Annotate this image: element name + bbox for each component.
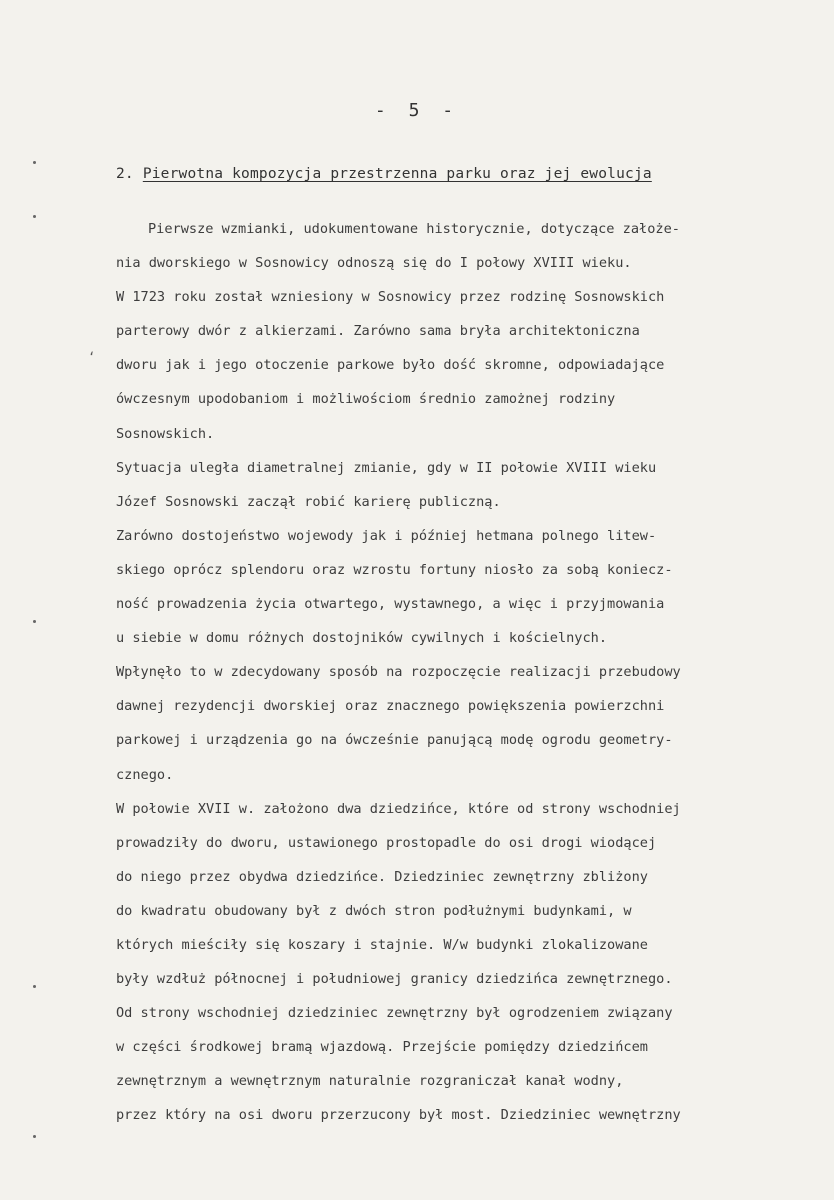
- body-text: [116, 218, 828, 1139]
- text-line: Józef Sosnowski zaczął robić karierę publiczną.: [116, 493, 501, 510]
- margin-dot: [33, 161, 36, 164]
- text-line: Sosnowskich.: [116, 425, 215, 442]
- text-line: nia dworskiego w Sosnowicy odnoszą się do I połowy XVIII wieku.: [116, 255, 632, 272]
- text-line: W połowie XVII w. założono dwa dziedzińce, które od strony wschodniej: [116, 800, 681, 817]
- text-line: Wpłynęło to w zdecydowany sposób na rozpoczęcie realizacji przebudowy: [116, 664, 681, 681]
- text-line: Od strony wschodniej dziedziniec zewnętrzny był ogrodzeniem związany: [116, 1005, 673, 1022]
- text-line: do niego przez obydwa dziedzińce. Dziedziniec zewnętrzny zbliżony: [116, 868, 648, 885]
- margin-dot: [33, 985, 36, 988]
- text-line: ówczesnym upodobaniom i możliwościom średnio zamożnej rodziny: [116, 391, 616, 408]
- text-line: parkowej i urządzenia go na ówcześnie panującą modę ogrodu geometry-: [116, 732, 673, 749]
- text-line: Sytuacja uległa diametralnej zmianie, gdy w II połowie XVIII wieku: [116, 459, 657, 476]
- text-line: ność prowadzenia życia otwartego, wystawnego, a więc i przyjmowania: [116, 596, 665, 613]
- text-line: skiego oprócz splendoru oraz wzrostu fortuny niosło za sobą koniecz-: [116, 561, 673, 578]
- text-line: do kwadratu obudowany był z dwóch stron podłużnymi budynkami, w: [116, 902, 632, 919]
- page-number: - 5 -: [374, 100, 460, 121]
- text-line: prowadziły do dworu, ustawionego prostopadle do osi drogi wiodącej: [116, 834, 657, 851]
- text-line: W 1723 roku został wzniesiony w Sosnowicy przez rodzinę Sosnowskich: [116, 289, 665, 306]
- margin-dot: [33, 1135, 36, 1138]
- text-line: były wzdłuż północnej i południowej granicy dziedzińca zewnętrznego.: [116, 971, 673, 988]
- text-line: u siebie w domu różnych dostojników cywilnych i kościelnych.: [116, 630, 608, 647]
- margin-mark: ‘: [88, 350, 96, 364]
- text-line: dworu jak i jego otoczenie parkowe było dość skromne, odpowiadające: [116, 357, 665, 374]
- text-line: których mieściły się koszary i stajnie. W/w budynki zlokalizowane: [116, 936, 648, 953]
- section-number: 2.: [116, 166, 134, 182]
- text-line: Zarówno dostojeństwo wojewody jak i później hetmana polnego litew-: [116, 527, 657, 544]
- text-line: zewnętrznym a wewnętrznym naturalnie rozgraniczał kanał wodny,: [116, 1073, 624, 1090]
- text-line: dawnej rezydencji dworskiej oraz znacznego powiększenia powierzchni: [116, 698, 665, 715]
- section-title: Pierwotna kompozycja przestrzenna parku oraz jej ewolucja: [142, 166, 652, 182]
- text-line: w części środkowej bramą wjazdową. Przejście pomiędzy dziedzińcem: [116, 1039, 648, 1056]
- section-heading: [116, 166, 652, 182]
- text-line: cznego.: [116, 766, 174, 783]
- margin-dot: [33, 215, 36, 218]
- text-line: parterowy dwór z alkierzami. Zarówno sama bryła architektoniczna: [116, 323, 640, 340]
- margin-dot: [33, 620, 36, 623]
- text-line: Pierwsze wzmianki, udokumentowane historycznie, dotyczące założe-: [148, 221, 680, 237]
- text-line: przez który na osi dworu przerzucony był most. Dziedziniec wewnętrzny: [116, 1107, 681, 1124]
